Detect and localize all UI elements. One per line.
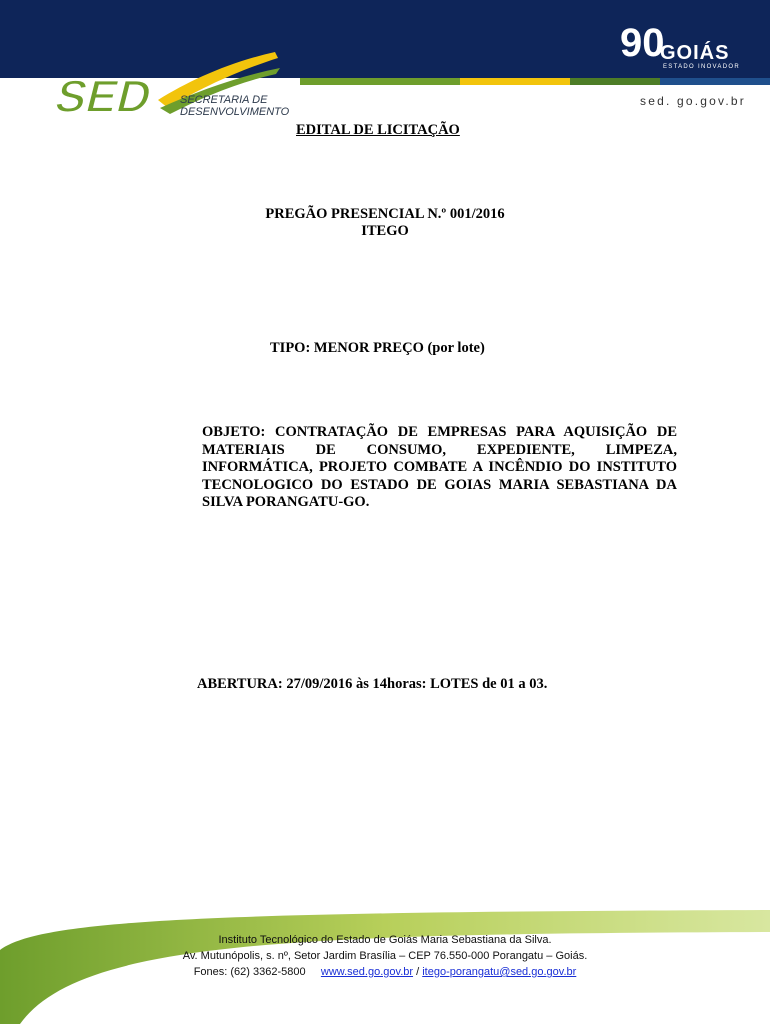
- sed-subtitle-line1: SECRETARIA DE: [180, 94, 268, 106]
- goias-logo-number: 90: [620, 21, 665, 65]
- goias-tagline: ESTADO INOVADOR: [663, 64, 740, 70]
- sed-logo-subtitle: [180, 94, 289, 118]
- process-unit: ITEGO: [361, 223, 409, 239]
- process-block: [230, 206, 540, 240]
- footer-separator: /: [416, 966, 420, 978]
- header-stripe-blue: [660, 78, 770, 85]
- footer-line3: [0, 966, 770, 978]
- footer-line1: Instituto Tecnológico do Estado de Goiás Maria Sebastiana da Silva.: [218, 934, 552, 946]
- header-site: sed. go.gov.br: [640, 94, 746, 108]
- document-title: EDITAL DE LICITAÇÃO: [296, 122, 460, 138]
- process-number: PREGÃO PRESENCIAL N.º 001/2016: [265, 206, 505, 222]
- footer-phones: Fones: (62) 3362-5800: [193, 966, 306, 978]
- footer-email-link[interactable]: itego-porangatu@sed.go.gov.br: [422, 966, 577, 978]
- header-stripe-darkgreen: [570, 78, 660, 85]
- goias-name: GOIÁS: [660, 42, 730, 64]
- footer-line2: Av. Mutunópolis, s. nº, Setor Jardim Brasília – CEP 76.550-000 Porangatu – Goiás.: [182, 950, 588, 962]
- header-stripe-yellow: [460, 78, 570, 85]
- header-stripe-green: [300, 78, 460, 85]
- opening-date: ABERTURA: 27/09/2016 às 14horas: LOTES de 01 a 03.: [197, 676, 548, 692]
- sed-logo-text: SED: [50, 70, 158, 122]
- tender-object: OBJETO: CONTRATAÇÃO DE EMPRESAS PARA AQUISIÇÃO DE MATERIAIS DE CONSUMO, EXPEDIENTE, LIMPEZA, INFORMÁTICA, PROJETO COMBATE A INCÊNDIO DO INSTITUTO TECNOLOGICO DO ESTADO DE GOIAS MARIA SEBASTIANA DA SILVA PORANGATU-GO.: [202, 424, 677, 510]
- footer-website-link[interactable]: www.sed.go.gov.br: [320, 966, 414, 978]
- tender-type: TIPO: MENOR PREÇO (por lote): [270, 340, 485, 356]
- sed-subtitle-line2: DESENVOLVIMENTO: [180, 106, 290, 118]
